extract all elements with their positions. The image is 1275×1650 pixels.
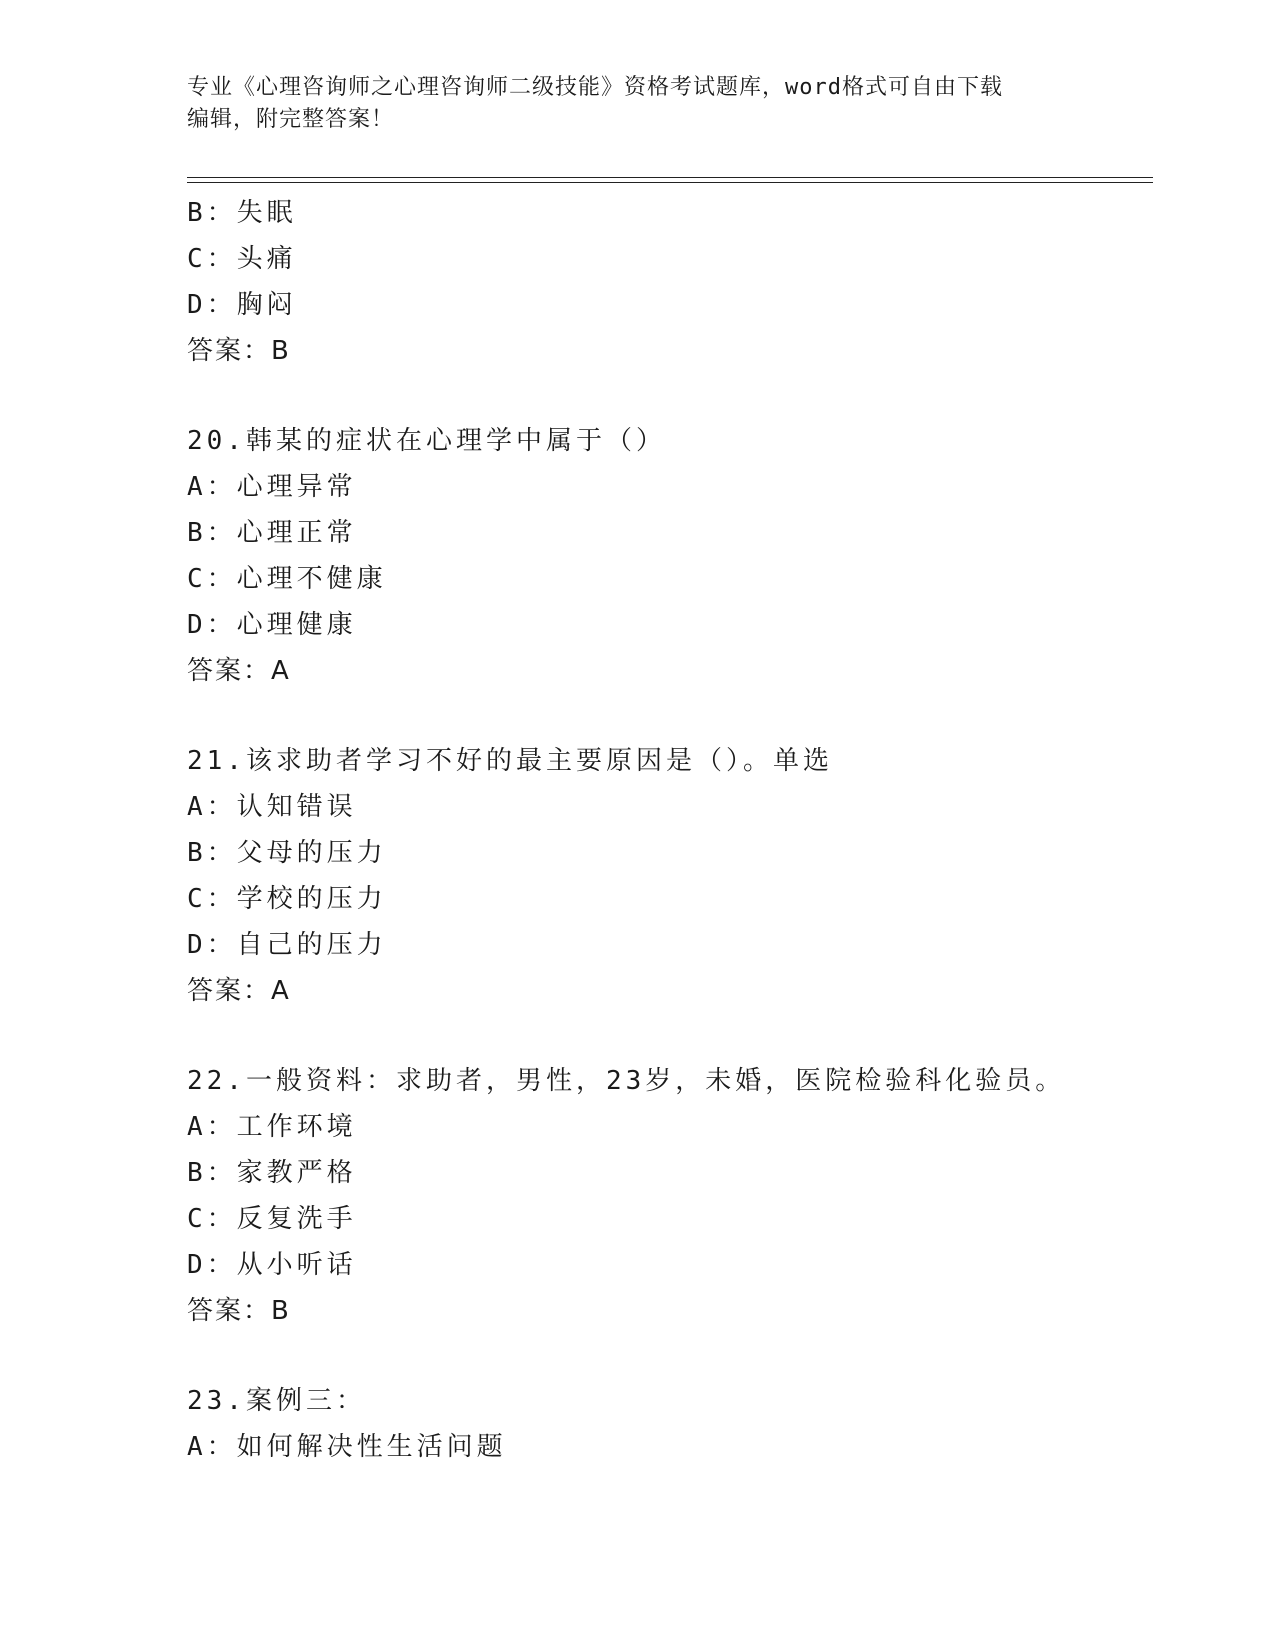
document-header <box>187 72 1087 136</box>
question-21 <box>187 738 1147 1014</box>
option-d: D：自己的压力 <box>187 930 387 960</box>
option-b: B：失眠 <box>187 198 297 228</box>
spacer <box>187 1334 1147 1378</box>
spacer <box>187 374 1147 418</box>
option-c: C：心理不健康 <box>187 564 387 594</box>
header-line-2: 编辑，附完整答案！ <box>187 107 395 132</box>
option-d: D：从小听话 <box>187 1250 357 1280</box>
answer-line: 答案：A <box>187 976 291 1006</box>
option-c: C：反复洗手 <box>187 1204 357 1234</box>
question-stem: 22.一般资料：求助者，男性，23岁，未婚，医院检验科化验员。 <box>187 1066 1066 1096</box>
question-stem: 21.该求助者学习不好的最主要原因是（）。单选 <box>187 746 833 776</box>
question-22 <box>187 1058 1147 1334</box>
option-c: C：学校的压力 <box>187 884 387 914</box>
option-a: A：如何解决性生活问题 <box>187 1432 507 1462</box>
spacer <box>187 1014 1147 1058</box>
question-23 <box>187 1378 1147 1470</box>
option-a: A：工作环境 <box>187 1112 357 1142</box>
option-d: D：心理健康 <box>187 610 357 640</box>
question-20 <box>187 418 1147 694</box>
option-c: C：头痛 <box>187 244 297 274</box>
answer-line: 答案：A <box>187 656 291 686</box>
answer-line: 答案：B <box>187 1296 291 1326</box>
option-a: A：心理异常 <box>187 472 357 502</box>
header-divider-top <box>187 177 1153 178</box>
option-b: B：家教严格 <box>187 1158 357 1188</box>
answer-line: 答案：B <box>187 336 291 366</box>
question-fragment <box>187 190 1147 374</box>
question-list <box>187 190 1147 1470</box>
option-b: B：心理正常 <box>187 518 357 548</box>
spacer <box>187 694 1147 738</box>
option-a: A：认知错误 <box>187 792 357 822</box>
question-stem: 23.案例三： <box>187 1386 366 1416</box>
question-stem: 20.韩某的症状在心理学中属于（） <box>187 426 666 456</box>
header-divider-bottom <box>187 182 1153 183</box>
option-b: B：父母的压力 <box>187 838 387 868</box>
option-d: D：胸闷 <box>187 290 297 320</box>
header-line-1: 专业《心理咨询师之心理咨询师二级技能》资格考试题库，word格式可自由下载 <box>187 75 1003 100</box>
